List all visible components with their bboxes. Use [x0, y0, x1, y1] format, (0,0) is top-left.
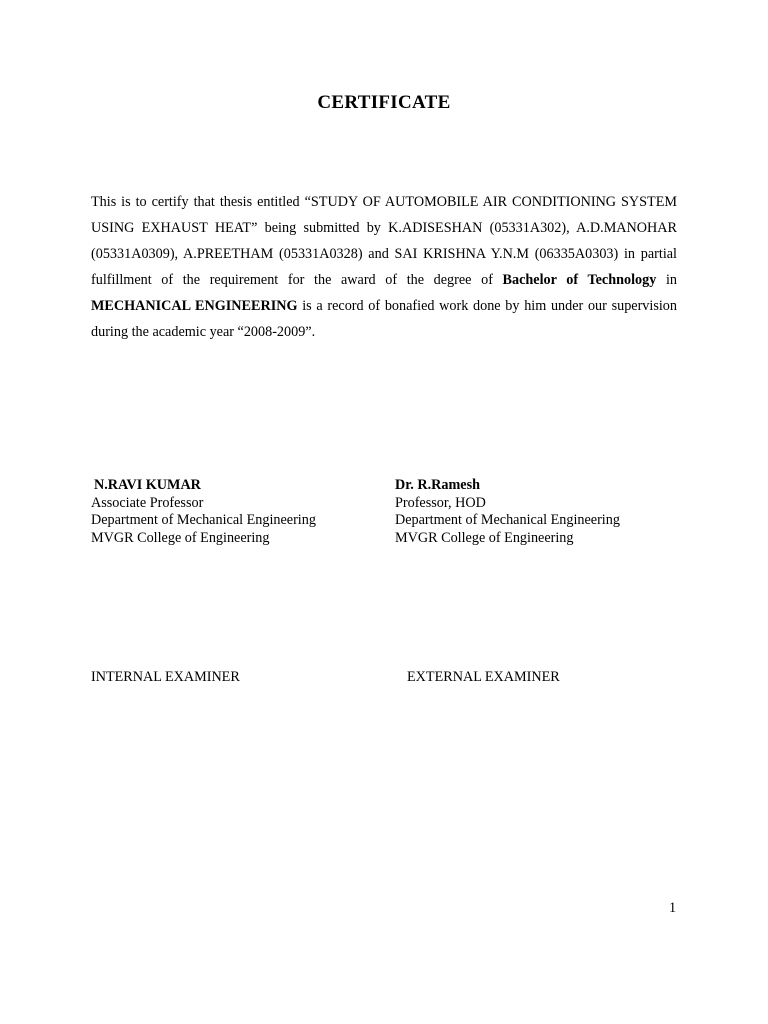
page-title: CERTIFICATE — [317, 92, 451, 113]
paragraph-in-word: in — [656, 272, 677, 288]
paragraph-department: MECHANICAL ENGINEERING — [91, 298, 298, 314]
signatory-department: Department of Mechanical Engineering — [395, 512, 620, 528]
external-examiner-label: EXTERNAL EXAMINER — [407, 669, 560, 685]
signatory-college: MVGR College of Engineering — [395, 529, 574, 546]
paragraph-intro: This is to certify that thesis entitled “STUDY OF AUTOMOBILE AIR CONDITIONING SYSTEM USING EXHAUST HEAT” being submitted by K.ADISESHAN (05331A302), A.D.MANOHAR (05331A0309), A.PREETHAM (05331A0328) and SAI KRISHNA Y.N.M (06335A0303) in partial fulfillment of the requirement for the award of the degree of — [91, 194, 677, 288]
signatory-guide — [91, 477, 316, 547]
signatory-hod — [395, 477, 620, 547]
certificate-paragraph — [91, 189, 677, 345]
page-number: 1 — [669, 900, 677, 916]
paragraph-degree: Bachelor of Technology — [502, 272, 657, 288]
signatory-name: N.RAVI KUMAR — [94, 477, 201, 493]
signatory-designation: Associate Professor — [91, 494, 204, 511]
signatory-designation: Professor, HOD — [395, 494, 486, 511]
internal-examiner-label: INTERNAL EXAMINER — [91, 669, 240, 685]
signatory-name: Dr. R.Ramesh — [395, 477, 480, 493]
signatory-department: Department of Mechanical Engineering — [91, 512, 316, 528]
paragraph-closing: is a record of bonafied work done by him under our supervision during the academic year “2008-2009”. — [91, 298, 677, 340]
signatory-college: MVGR College of Engineering — [91, 529, 270, 546]
